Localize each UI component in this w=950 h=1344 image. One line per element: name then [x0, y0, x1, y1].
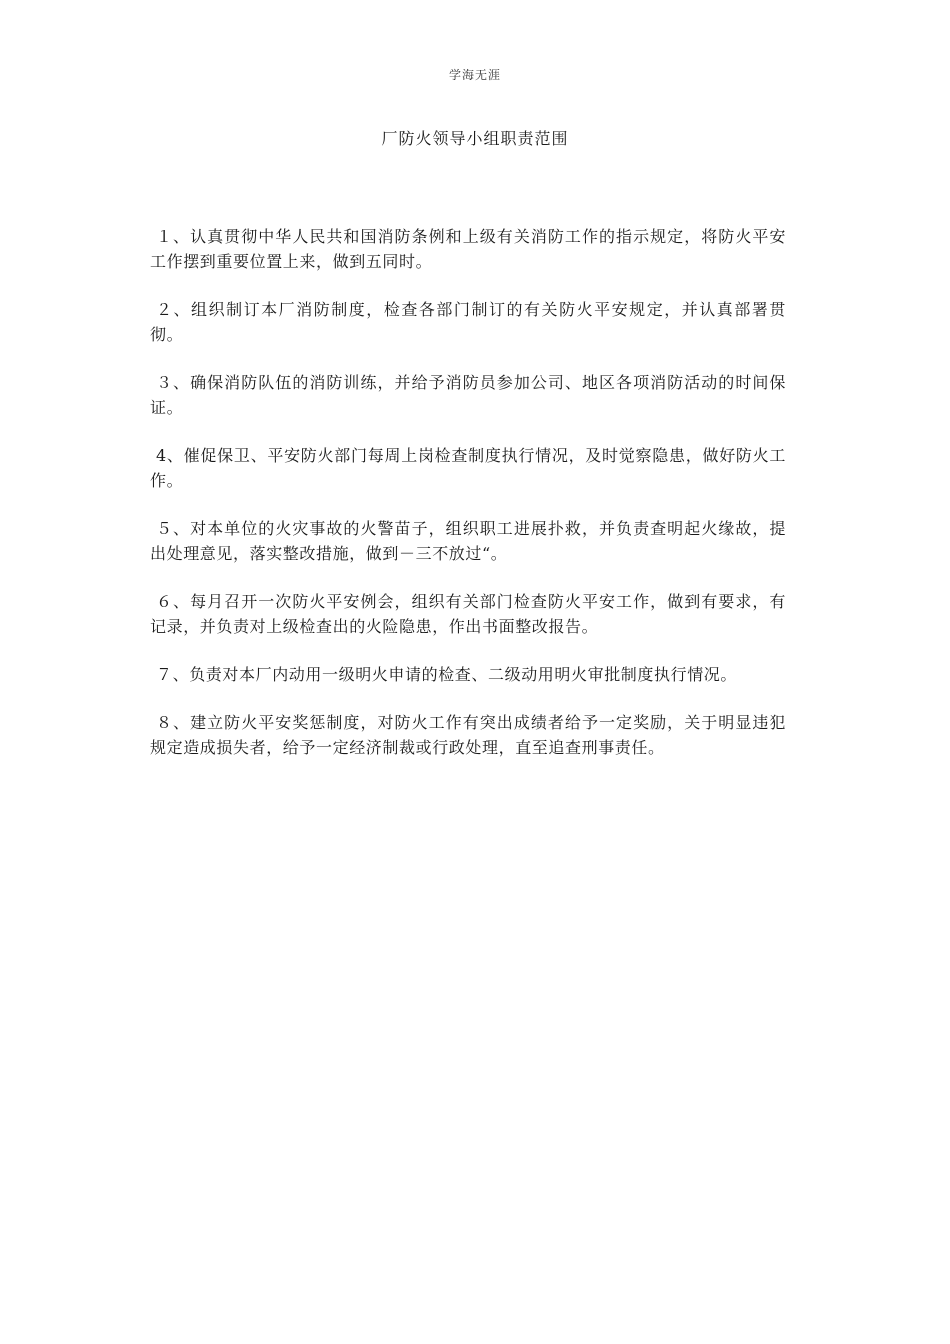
list-item: [150, 589, 786, 639]
item-number: ２: [156, 300, 173, 319]
item-number: １: [156, 227, 173, 246]
item-text: 、认真贯彻中华人民共和国消防条例和上级有关消防工作的指示规定，将防火平安工作摆到重要位置上来，做到五同时。: [150, 227, 786, 271]
document-body: [150, 224, 786, 783]
item-text: 、确保消防队伍的消防训练，并给予消防员参加公司、地区各项消防活动的时间保证。: [150, 373, 786, 417]
item-number: ３: [156, 373, 173, 392]
item-number: ５: [156, 519, 173, 538]
item-number: ６: [156, 592, 173, 611]
item-text: 、每月召开一次防火平安例会，组织有关部门检查防火平安工作，做到有要求，有记录，并负责对上级检查出的火险隐患，作出书面整改报告。: [150, 592, 786, 636]
list-item: [150, 443, 786, 493]
item-text: 、组织制订本厂消防制度，检查各部门制订的有关防火平安规定，并认真部署贯彻。: [150, 300, 786, 344]
list-item: [150, 516, 786, 566]
document-title: 厂防火领导小组职责范围: [381, 129, 569, 148]
item-number: ７: [156, 665, 173, 684]
item-number: ８: [156, 713, 173, 732]
list-item: [150, 710, 786, 760]
item-text: 、建立防火平安奖惩制度，对防火工作有突出成绩者给予一定奖励，关于明显违犯规定造成损失者，给予一定经济制裁或行政处理，直至追查刑事责任。: [150, 713, 786, 757]
item-text: 、负责对本厂内动用一级明火申请的检查、二级动用明火审批制度执行情况。: [172, 665, 738, 684]
list-item: [150, 297, 786, 347]
item-number: 4: [156, 446, 167, 465]
page-header: 学海无涯: [448, 68, 501, 82]
list-item: [150, 224, 786, 274]
list-item: [150, 662, 786, 687]
list-item: [150, 370, 786, 420]
item-text: 、对本单位的火灾事故的火警苗子，组织职工进展扑救，并负责查明起火缘故，提出处理意见，落实整改措施，做到－三不放过“。: [150, 519, 786, 563]
item-text: 、催促保卫、平安防火部门每周上岗检查制度执行情况，及时觉察隐患，做好防火工作。: [150, 446, 786, 490]
